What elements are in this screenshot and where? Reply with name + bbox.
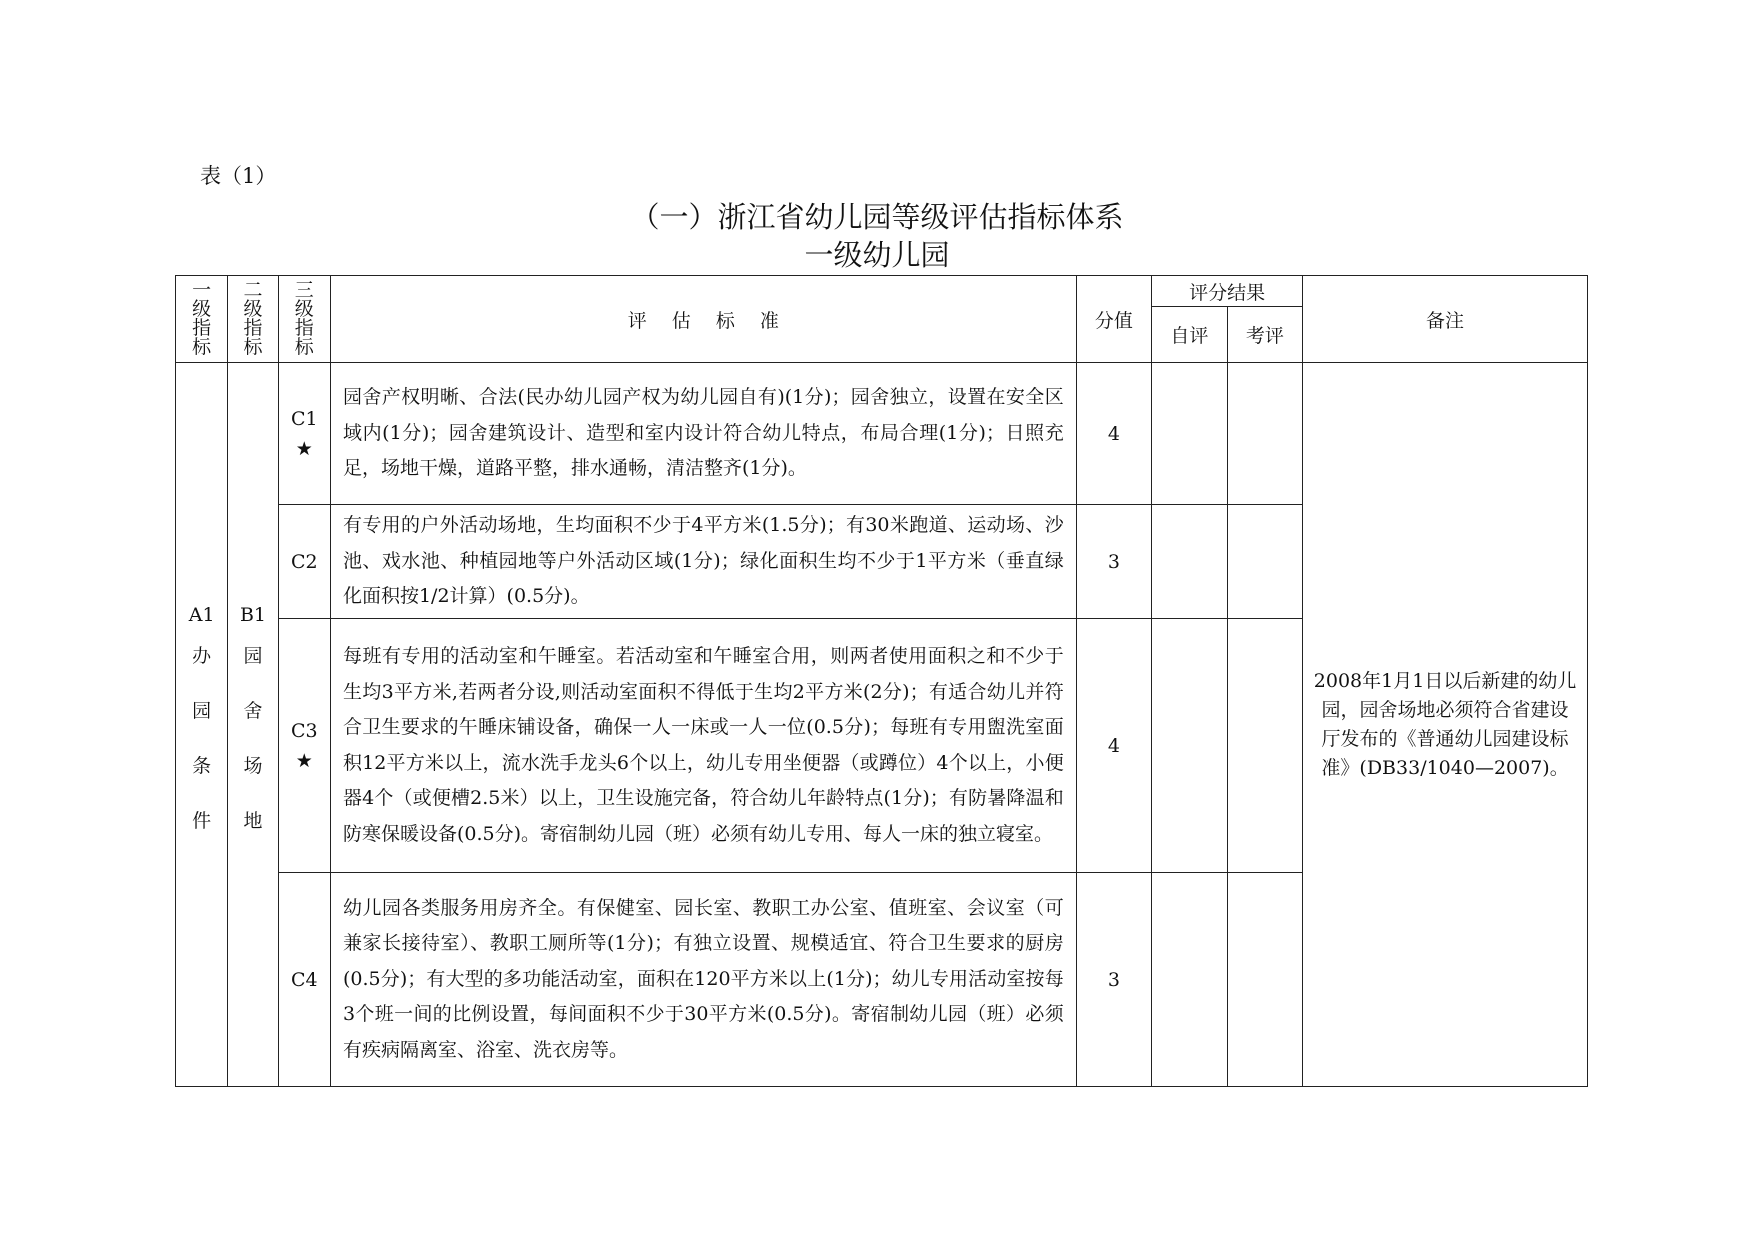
criteria-c2: 有专用的户外活动场地，生均面积不少于4平方米(1.5分)；有30米跑道、运动场、沙池、戏水池、种植园地等户外活动区域(1分)；绿化面积生均不少于1平方米（垂直绿化面积按1/2计算）(0.5分)。 <box>330 505 1076 619</box>
level2-cell-b1 <box>228 363 278 1087</box>
a1-name-char: 条 <box>192 754 212 777</box>
score-c1: 4 <box>1076 363 1151 505</box>
self-eval-c2[interactable] <box>1152 505 1227 619</box>
evaluation-table <box>175 275 1588 1087</box>
header-self-eval: 自评 <box>1152 307 1227 363</box>
a1-name-char: 园 <box>192 699 212 722</box>
review-eval-c3[interactable] <box>1227 619 1302 873</box>
criteria-c4: 幼儿园各类服务用房齐全。有保健室、园长室、教职工办公室、值班室、会议室（可兼家长接待室）、教职工厕所等(1分)；有独立设置、规模适宜、符合卫生要求的厨房(0.5分)；有大型的多功能活动室，面积在120平方米以上(1分)；幼儿专用活动室按每3个班一间的比例设置，每间面积不少于30平方米(0.5分)。寄宿制幼儿园（班）必须有疾病隔离室、浴室、洗衣房等。 <box>330 873 1076 1087</box>
header-result: 评分结果 <box>1152 276 1303 307</box>
b1-name-char: 园 <box>243 644 263 667</box>
a1-name-char: 办 <box>192 644 212 667</box>
table-label: 表（1） <box>200 164 277 188</box>
criteria-c3: 每班有专用的活动室和午睡室。若活动室和午睡室合用，则两者使用面积之和不少于生均3平方米,若两者分设,则活动室面积不得低于生均2平方米(2分)；有适合幼儿并符合卫生要求的午睡床铺设备，确保一人一床或一人一位(0.5分)；每班有专用盥洗室面积12平方米以上，流水洗手龙头6个以上，幼儿专用坐便器（或蹲位）4个以上，小便器4个（或便槽2.5米）以上，卫生设施完备，符合幼儿年龄特点(1分)；有防暑降温和防寒保暖设备(0.5分)。寄宿制幼儿园（班）必须有幼儿专用、每人一床的独立寝室。 <box>330 619 1076 873</box>
level3-cell-c2 <box>278 505 330 619</box>
score-c2: 3 <box>1076 505 1151 619</box>
page-subtitle: 一级幼儿园 <box>804 238 950 272</box>
criteria-c1: 园舍产权明晰、合法(民办幼儿园产权为幼儿园自有)(1分)；园舍独立，设置在安全区域内(1分)；园舍建筑设计、造型和室内设计符合幼儿特点，布局合理(1分)；日照充足，场地干燥，道路平整，排水通畅，清洁整齐(1分)。 <box>330 363 1076 505</box>
b1-code: B1 <box>239 603 267 626</box>
a1-name-char: 件 <box>192 809 212 832</box>
star-icon: ★ <box>295 749 313 772</box>
c1-code: C1 <box>290 407 318 430</box>
c3-code: C3 <box>290 719 318 742</box>
level3-cell-c4 <box>278 873 330 1087</box>
table-row <box>176 363 1588 505</box>
header-remarks: 备注 <box>1303 276 1588 363</box>
score-c4: 3 <box>1076 873 1151 1087</box>
review-eval-c1[interactable] <box>1227 363 1302 505</box>
header-criteria: 评 估 标 准 <box>330 276 1076 363</box>
header-level3: 三级指标 <box>278 276 330 363</box>
level3-cell-c3 <box>278 619 330 873</box>
b1-name-char: 场 <box>243 754 263 777</box>
score-c3: 4 <box>1076 619 1151 873</box>
header-level1: 一级指标 <box>176 276 228 363</box>
a1-code: A1 <box>188 603 215 626</box>
self-eval-c4[interactable] <box>1152 873 1227 1087</box>
star-icon: ★ <box>295 437 313 460</box>
self-eval-c3[interactable] <box>1152 619 1227 873</box>
b1-name-char: 舍 <box>243 699 263 722</box>
header-level2: 二级指标 <box>228 276 278 363</box>
review-eval-c4[interactable] <box>1227 873 1302 1087</box>
level3-cell-c1 <box>278 363 330 505</box>
header-review-eval: 考评 <box>1227 307 1302 363</box>
remarks-note: 2008年1月1日以后新建的幼儿园，园舍场地必须符合省建设厅发布的《普通幼儿园建设标准》(DB33/1040—2007)。 <box>1303 363 1588 1087</box>
self-eval-c1[interactable] <box>1152 363 1227 505</box>
header-score: 分值 <box>1076 276 1151 363</box>
c2-code: C2 <box>290 550 318 573</box>
c4-code: C4 <box>290 968 318 991</box>
level1-cell-a1 <box>176 363 228 1087</box>
b1-name-char: 地 <box>243 809 263 832</box>
review-eval-c2[interactable] <box>1227 505 1302 619</box>
page-title: （一）浙江省幼儿园等级评估指标体系 <box>630 200 1124 234</box>
